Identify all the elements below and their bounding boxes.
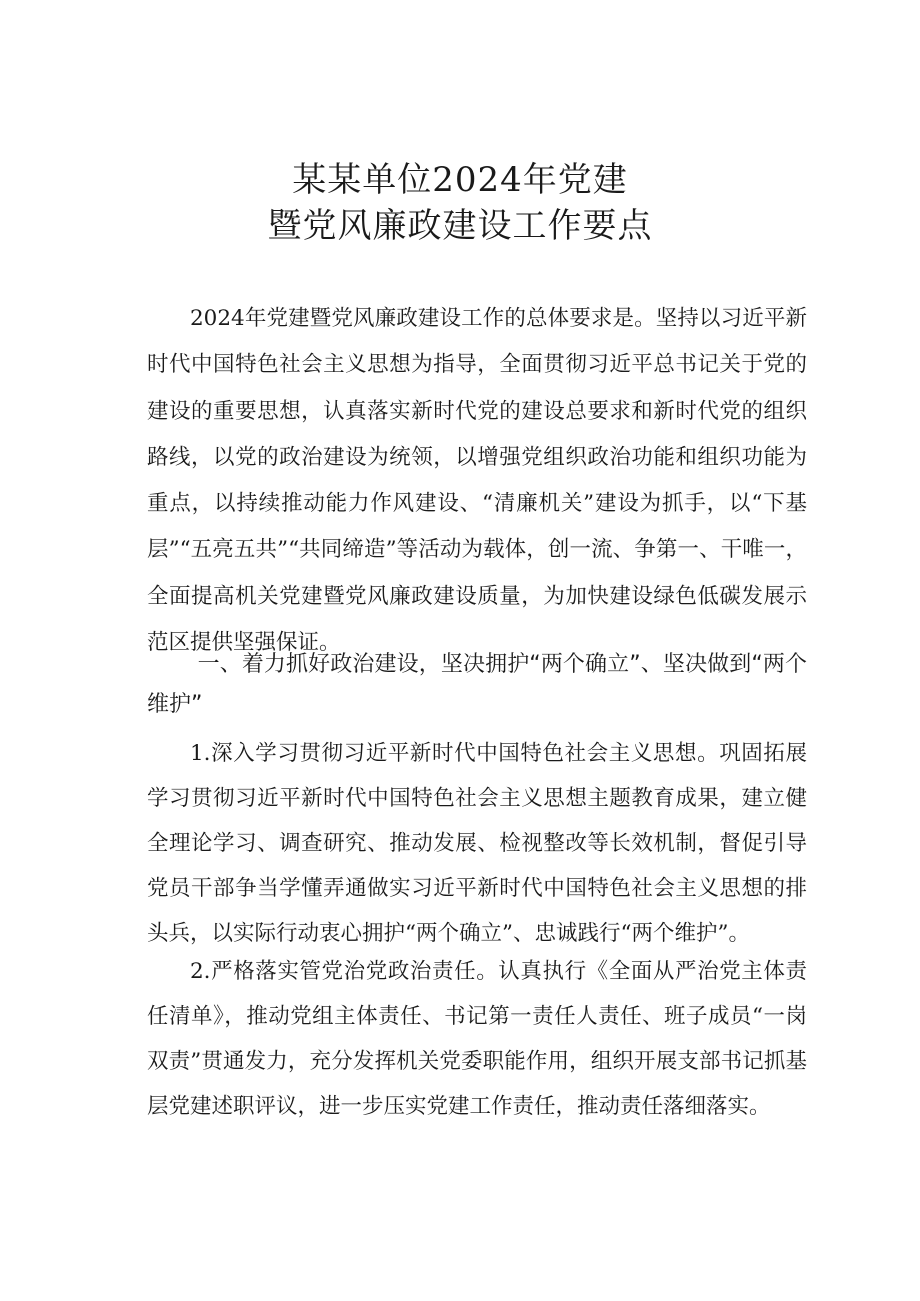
document-title-line-2: 暨党风廉政建设工作要点 (267, 206, 653, 246)
intro-paragraph: 2024年党建暨党风廉政建设工作的总体要求是。坚持以习近平新时代中国特色社会主义思想为指导，全面贯彻习近平总书记关于党的建设的重要思想，认真落实新时代党的建设总要求和新时代党的组织路线，以党的政治建设为统领，以增强党组织政治功能和组织功能为重点，以持续推动能力作风建设、“清廉机关”建设为抓手，以“下基层”“五亮五共”“共同缔造”等活动为载体，创一流、争第一、干唯一，全面提高机关党建暨党风廉政建设质量，为加快建设绿色低碳发展示范区提供坚强保证。 (147, 306, 807, 656)
item-2-paragraph: 2.严格落实管党治党政治责任。认真执行《全面从严治党主体责任清单》，推动党组主体责任、书记第一责任人责任、班子成员“一岗双责”贯通发力，充分发挥机关党委职能作用，组织开展支部书记抓基层党建述职评议，进一步压实党建工作责任，推动责任落细落实。 (147, 959, 807, 1119)
section-heading-1: 一、着力抓好政治建设，坚决拥护“两个确立”、坚决做到“两个维护” (147, 652, 807, 717)
item-2-section (147, 949, 807, 1129)
document-title-line-1: 某某单位2024年党建 (292, 160, 628, 200)
item-1-paragraph: 1.深入学习贯彻习近平新时代中国特色社会主义思想。巩固拓展学习贯彻习近平新时代中国特色社会主义思想主题教育成果，建立健全理论学习、调查研究、推动发展、检视整改等长效机制，督促引导党员干部争当学懂弄通做实习近平新时代中国特色社会主义思想的排头兵，以实际行动衷心拥护“两个确立”、忠诚践行“两个维护”。 (147, 741, 807, 946)
intro-section (147, 296, 807, 666)
item-1-section (147, 731, 807, 956)
